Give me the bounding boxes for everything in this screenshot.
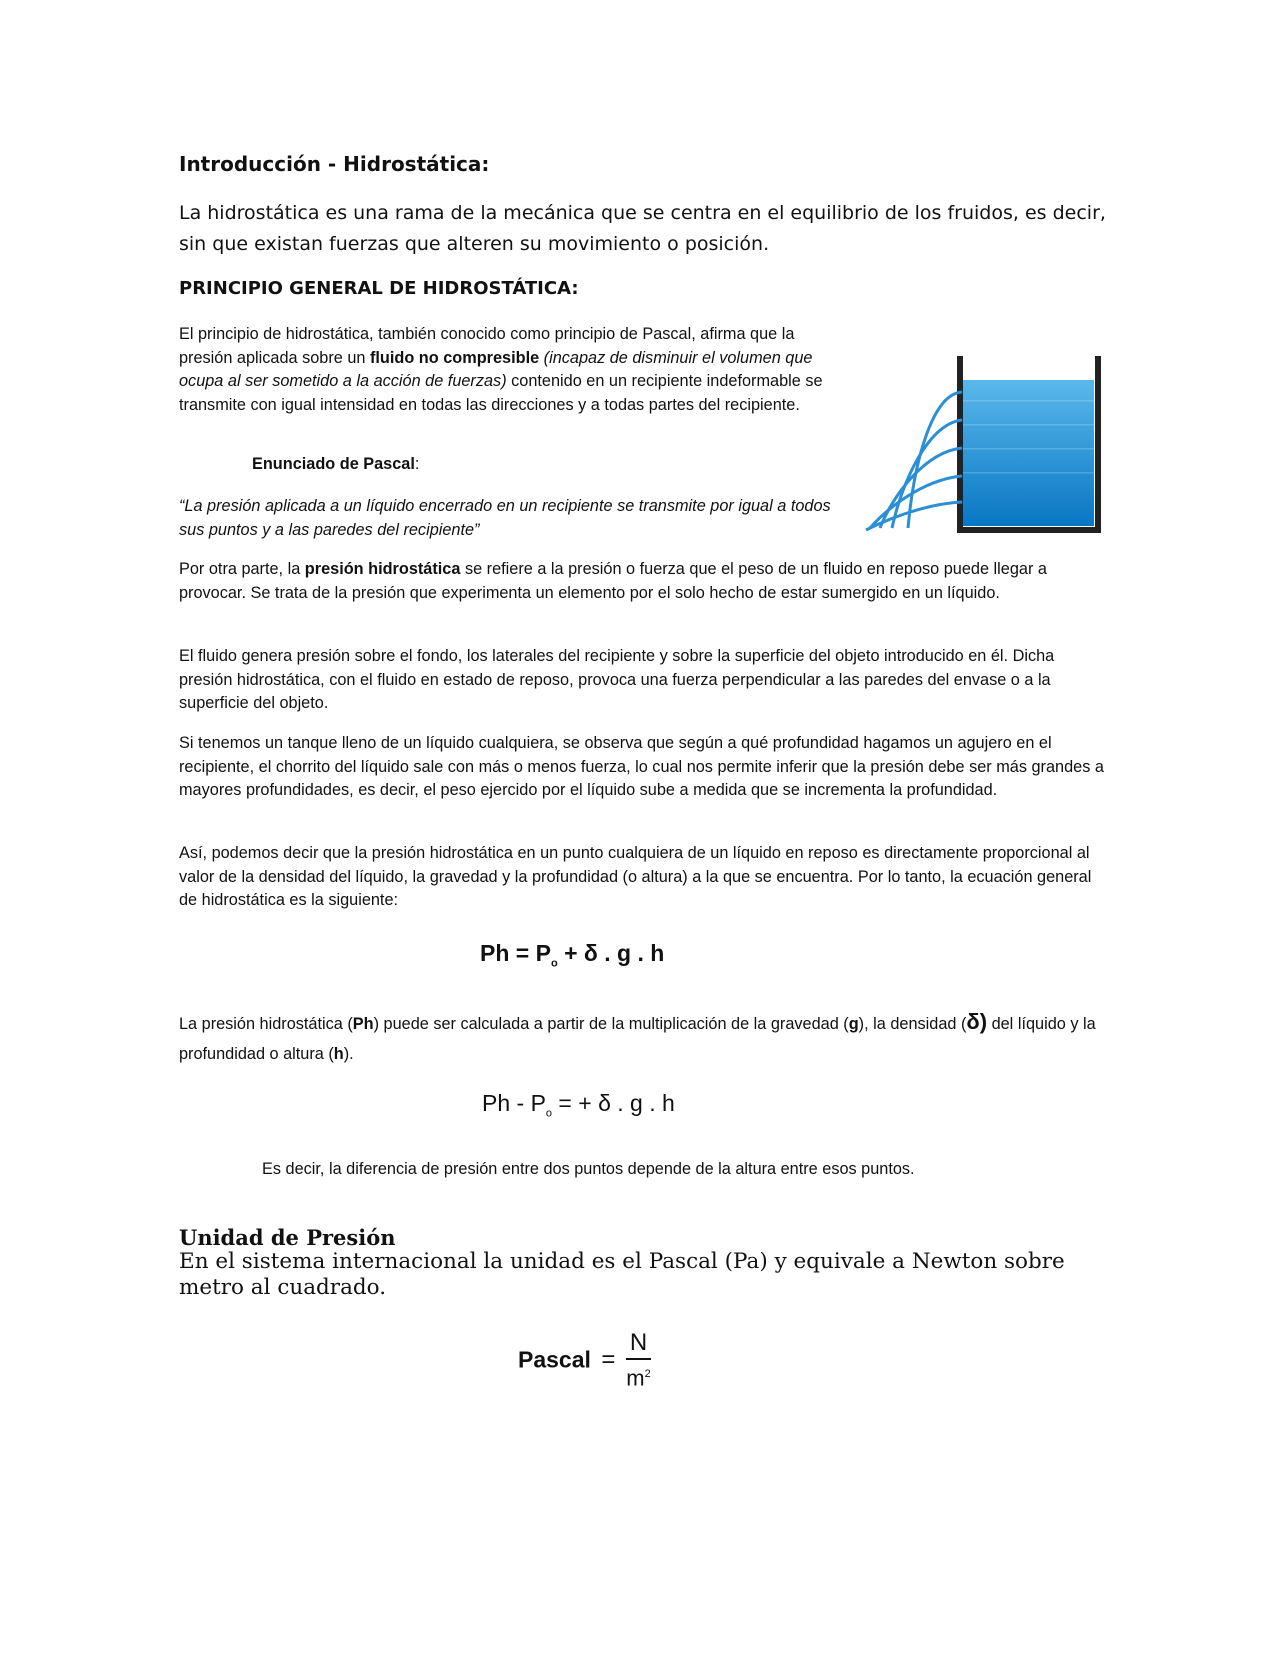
pascal-fraction: [626, 1328, 651, 1392]
pascal-quote: “La presión aplicada a un líquido encerrado en un recipiente se transmite por igual a todos sus puntos y a las paredes del recipiente”: [179, 497, 831, 539]
pascal-bold-term: fluido no compresible: [369, 348, 540, 367]
explain-bold-g: g: [848, 1015, 859, 1033]
denominator-base: m: [626, 1365, 645, 1391]
tank-paragraph: Si tenemos un tanque lleno de un líquido cualquiera, se observa que según a qué profundidad hagamos un agujero en el recipiente, el chorrito del líquido sale con más o menos fuerza, lo cual nos permite inferir que la presión debe ser más grandes a mayores profundidades, es decir, el peso ejercido por el líquido sube a medida que se incrementa la profundidad.: [179, 734, 1104, 799]
water-band-4: [962, 472, 1094, 474]
eq1-left: Ph = P: [480, 940, 551, 966]
pascal-text-1: El principio de hidrostática, también conocido como principio de Pascal, afirma que la presión aplicada sobre un: [179, 325, 795, 367]
enunciado-label: Enunciado de Pascal: [252, 455, 415, 473]
explain-text-5: ).: [343, 1045, 354, 1063]
explain-bold-delta: δ): [966, 1009, 988, 1034]
explain-bold-ph: Ph: [352, 1015, 374, 1033]
hidro-text-1: Por otra parte, la: [179, 560, 305, 578]
pascal-equals: =: [601, 1346, 616, 1374]
eq1-subscript: o: [550, 957, 558, 970]
pascal-principle-paragraph: [179, 323, 849, 417]
intro-paragraph: La hidrostática es una rama de la mecánica que se centra en el equilibrio de los fruidos, es decir, sin que existan fuerzas que alteren su movimiento o posición.: [179, 202, 1106, 255]
pascal-formula: [518, 1328, 651, 1392]
water-band-3: [962, 448, 1094, 450]
pascal-word: Pascal: [518, 1346, 591, 1373]
eq2-left: Ph - P: [482, 1090, 546, 1116]
eq2-subscript: o: [545, 1107, 553, 1120]
pressure-difference-note: Es decir, la diferencia de presión entre dos puntos depende de la altura entre esos puntos.: [262, 1160, 915, 1178]
equation-explanation: [179, 1007, 1104, 1069]
hydrostatic-equation: [480, 940, 664, 970]
explain-bold-h: h: [333, 1045, 344, 1063]
pressure-difference-equation: [482, 1090, 675, 1120]
explain-text-3: ), la densidad (: [858, 1015, 967, 1033]
hidro-text-2: se refiere a la presión o fuerza que el peso de un fluido en reposo puede llegar a provocar. Se trata de la presión que experimenta un elemento por el solo hecho de estar sumergido en un líquido.: [179, 560, 1047, 602]
fluid-pressure-paragraph: El fluido genera presión sobre el fondo, los laterales del recipiente y sobre la superficie del objeto introducido en él. Dicha presión hidrostática, con el fluido en estado de reposo, provoca una fuerza perpendicular a las paredes del envase o a la superficie del objeto.: [179, 647, 1055, 712]
enunciado-heading: [252, 455, 419, 474]
hydrostatic-pressure-paragraph: [179, 558, 1104, 605]
section-heading: PRINCIPIO GENERAL DE HIDROSTÁTICA:: [179, 278, 579, 299]
tank-water: [962, 380, 1094, 526]
hidro-bold-term: presión hidrostática: [304, 560, 461, 578]
equation-intro-paragraph: Así, podemos decir que la presión hidrostática en un punto cualquiera de un líquido en reposo es directamente proporcional al valor de la densidad del líquido, la gravedad y la profundidad (o altura) a la que se encuentra. Por lo tanto, la ecuación general de hidrostática es la siguiente:: [179, 844, 1092, 909]
eq1-right: + δ . g . h: [557, 940, 665, 966]
denominator-exponent: 2: [644, 1368, 651, 1380]
fraction-numerator: N: [626, 1328, 651, 1360]
pascal-italic-note: (incapaz de disminuir el volumen que ocupa al ser sometido a la acción de fuerzas): [179, 348, 813, 390]
water-band-1: [962, 400, 1094, 402]
water-band-2: [962, 424, 1094, 426]
tank-jets-illustration: [862, 352, 1106, 534]
explain-text-4: del líquido y la profundidad o altura (: [179, 1015, 1096, 1063]
explain-text-2: ) puede ser calculada a partir de la multiplicación de la gravedad (: [373, 1015, 849, 1033]
pressure-unit-heading: Unidad de Presión: [179, 1225, 396, 1250]
pascal-text-2: contenido en un recipiente indeformable se transmite con igual intensidad en todas las direcciones y a todas partes del recipiente.: [179, 372, 823, 414]
water-jets: [866, 392, 962, 530]
page-title: Introducción - Hidrostática:: [179, 152, 490, 176]
enunciado-colon: :: [414, 455, 420, 473]
eq2-right: = + δ . g . h: [552, 1090, 675, 1116]
pressure-unit-text: En el sistema internacional la unidad es el Pascal (Pa) y equivale a Newton sobre metro al cuadrado.: [179, 1249, 1065, 1300]
fraction-denominator: [626, 1360, 651, 1392]
explain-text-1: La presión hidrostática (: [179, 1015, 353, 1033]
